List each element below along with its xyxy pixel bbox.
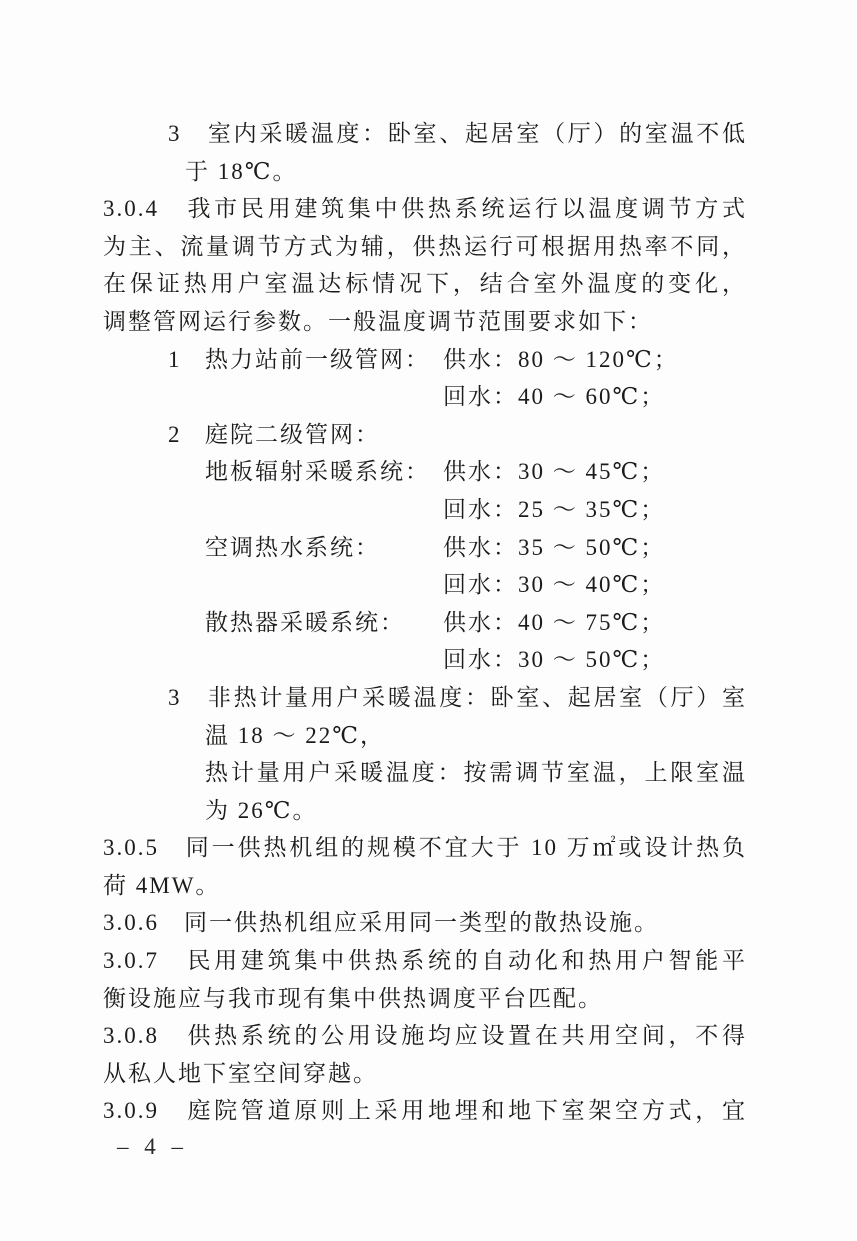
clause-3-0-4-line-1: 3.0.4 我市民用建筑集中供热系统运行以温度调节方式 (103, 196, 747, 222)
clause-3-0-5-line-2: 荷 4MW。 (103, 872, 221, 898)
radiator-return-row: 回水：30 ～ 50℃； (443, 647, 666, 673)
item-3-indoor-temp-line-1: 3 室内采暖温度：卧室、起居室（厅）的室温不低 (168, 121, 747, 146)
supply-water-value: 供水：40 ～ 75℃； (443, 609, 666, 635)
clause-3-0-9-line-1: 3.0.9 庭院管道原则上采用地埋和地下室架空方式，宜 (103, 1098, 747, 1124)
supply-water-value: 供水：80 ～ 120℃； (443, 346, 679, 372)
system-label: 散热器采暖系统： (205, 609, 405, 635)
radiator-supply-row (205, 604, 747, 642)
list-number: 1 (168, 346, 182, 372)
system-label: 热力站前一级管网： (205, 346, 430, 372)
supply-water-value: 供水：30 ～ 45℃； (443, 459, 666, 485)
list-number: 2 (168, 421, 182, 447)
item-3-non-metered-line-1: 3 非热计量用户采暖温度：卧室、起居室（厅）室 (168, 684, 747, 710)
primary-network-return-row: 回水：40 ～ 60℃； (443, 384, 666, 410)
page-number: – 4 – (117, 1134, 185, 1159)
system-label: 地板辐射采暖系统： (205, 459, 430, 485)
item-3-metered-line-1: 热计量用户采暖温度：按需调节室温，上限室温 (205, 760, 747, 786)
document-body (103, 115, 747, 1130)
supply-water-value: 供水：35 ～ 50℃； (443, 534, 666, 560)
clause-3-0-7-line-2: 衡设施应与我市现有集中供热调度平台匹配。 (103, 985, 603, 1011)
floor-heating-supply-row (205, 453, 747, 491)
system-label: 空调热水系统： (205, 534, 380, 560)
ac-hot-water-supply-row (205, 529, 747, 567)
clause-3-0-7-line-1: 3.0.7 民用建筑集中供热系统的自动化和热用户智能平 (103, 948, 747, 974)
clause-3-0-4-line-2: 为主、流量调节方式为辅，供热运行可根据用热率不同， (103, 233, 747, 259)
clause-3-0-4-line-3: 在保证热用户室温达标情况下，结合室外温度的变化， (103, 271, 747, 297)
primary-network-supply-row (168, 341, 747, 379)
item-3-non-metered-line-2: 温 18 ～ 22℃， (205, 722, 385, 748)
ac-hot-water-return-row: 回水：30 ～ 40℃； (443, 572, 666, 598)
clause-3-0-8-line-2: 从私人地下室空间穿越。 (103, 1060, 378, 1086)
system-label: 庭院二级管网： (205, 421, 380, 447)
clause-3-0-8-line-1: 3.0.8 供热系统的公用设施均应设置在共用空间，不得 (103, 1023, 747, 1049)
item-3-indoor-temp-line-2: 于 18℃。 (185, 158, 298, 184)
clause-3-0-5-line-1: 3.0.5 同一供热机组的规模不宜大于 10 万㎡或设计热负 (103, 835, 747, 861)
floor-heating-return-row: 回水：25 ～ 35℃； (443, 496, 666, 522)
courtyard-network-item (168, 416, 747, 454)
item-3-metered-line-2: 为 26℃。 (205, 797, 318, 823)
clause-3-0-4-line-4: 调整管网运行参数。一般温度调节范围要求如下： (103, 308, 653, 334)
clause-3-0-6: 3.0.6 同一供热机组应采用同一类型的散热设施。 (103, 910, 659, 936)
